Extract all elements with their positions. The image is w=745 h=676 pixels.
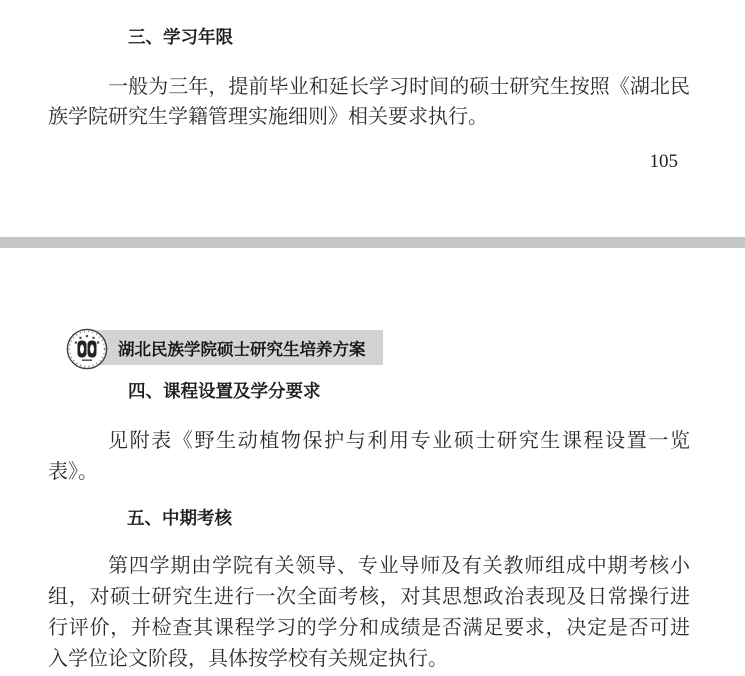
paragraph-line: 族学院研究生学籍管理实施细则》相关要求执行。 — [48, 106, 488, 128]
paragraph-courses — [48, 426, 690, 488]
section-heading-midterm: 五、中期考核 — [127, 508, 232, 528]
section-heading-study-duration: 三、学习年限 — [128, 27, 233, 47]
paragraph-study-duration — [48, 72, 690, 132]
paragraph-line: 表》。 — [48, 461, 98, 483]
page-header — [80, 330, 383, 365]
page-number: 105 — [649, 151, 678, 172]
paragraph-line: 一般为三年，提前毕业和延长学习时间的硕士研究生按照《湖北民 — [108, 76, 690, 98]
paragraph-line: 见附表《野生动植物保护与利用专业硕士研究生课程设置一览 — [108, 430, 690, 452]
section-heading-courses: 四、课程设置及学分要求 — [128, 381, 321, 401]
paragraph-line: 入学位论文阶段，具体按学校有关规定执行。 — [48, 648, 448, 670]
header-title: 湖北民族学院硕士研究生培养方案 — [118, 340, 366, 359]
paragraph-line: 行评价，并检查其课程学习的学分和成绩是否满足要求，决定是否可进 — [48, 617, 690, 639]
page-divider — [0, 237, 745, 248]
paragraph-midterm — [48, 551, 690, 675]
paragraph-line: 组，对硕士研究生进行一次全面考核，对其思想政治表现及日常操行进 — [48, 586, 690, 608]
university-seal-icon — [66, 328, 108, 370]
paragraph-line: 第四学期由学院有关领导、专业导师及有关教师组成中期考核小 — [108, 555, 690, 577]
